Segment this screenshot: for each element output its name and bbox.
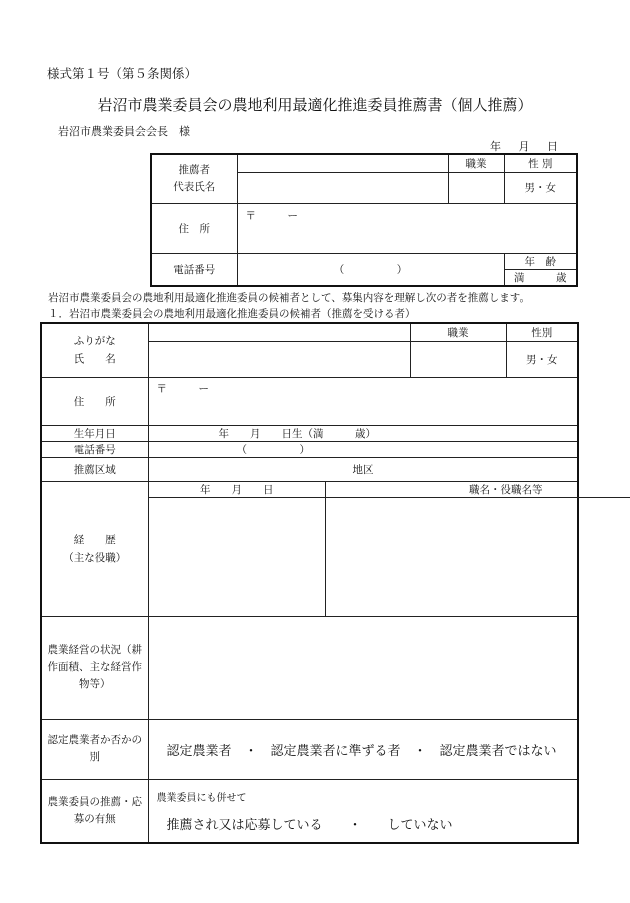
- recommender-furigana-field[interactable]: [237, 154, 448, 172]
- certified-farmer-options[interactable]: 認定農業者 ・ 認定農業者に準ずる者 ・ 認定農業者ではない: [148, 719, 578, 779]
- candidate-name-label: 氏 名: [73, 353, 116, 366]
- form-number: 様式第１号（第５条関係）: [47, 66, 198, 81]
- candidate-phone-field[interactable]: （ ）: [148, 441, 578, 457]
- candidate-birth-field[interactable]: 年 月 日生（満 歳）: [148, 425, 578, 441]
- candidate-address-label: 住 所: [41, 377, 148, 425]
- farm-status-field[interactable]: [148, 616, 578, 719]
- date-line: 年 月 日: [490, 140, 558, 153]
- addressee: 岩沼市農業委員会会長 様: [58, 125, 190, 138]
- candidate-gender-label: 性別: [506, 323, 578, 341]
- career-date-field[interactable]: [149, 498, 326, 617]
- recommender-age-field[interactable]: 満 歳: [504, 269, 577, 286]
- career-position-header: 職名・役職名等: [326, 482, 630, 498]
- recommender-phone-label: 電話番号: [151, 253, 237, 286]
- candidate-district-label: 推薦区域: [41, 457, 148, 481]
- committee-options[interactable]: 推薦され又は応募している ・ していない: [166, 817, 453, 833]
- committee-label: 農業委員の推薦・応募の有無: [41, 779, 148, 843]
- page-title: 岩沼市農業委員会の農地利用最適化推進委員推薦書（個人推薦）: [97, 96, 533, 114]
- certified-farmer-label: 認定農業者か否かの別: [41, 719, 148, 779]
- candidate-phone-label: 電話番号: [41, 441, 148, 457]
- recommender-address-label: 住 所: [151, 203, 237, 253]
- candidate-career-sub: （主な役職）: [63, 551, 127, 564]
- career-grid: [148, 481, 578, 616]
- candidate-address-field[interactable]: 〒 ー: [148, 377, 578, 425]
- recommender-occupation-field[interactable]: [448, 172, 504, 203]
- farm-status-label: 農業経営の状況（耕作面積、主な経営作物等）: [41, 616, 148, 719]
- candidate-district-field[interactable]: 地区: [148, 457, 578, 481]
- career-date-header: 年 月 日: [149, 482, 326, 498]
- recommender-age-label: 年 齢: [504, 253, 577, 269]
- recommender-gender-options[interactable]: 男・女: [504, 172, 577, 203]
- recommender-occupation-label: 職業: [448, 154, 504, 172]
- candidate-name-label-cell: [41, 323, 148, 377]
- candidate-occupation-label: 職業: [410, 323, 506, 341]
- candidate-career-label: 経 歴: [73, 533, 116, 546]
- candidate-occupation-field[interactable]: [410, 341, 506, 377]
- intro-text: 岩沼市農業委員会の農地利用最適化推進委員の候補者として、募集内容を理解し次の者を推薦します。: [48, 292, 530, 304]
- candidate-career-label-cell: [41, 481, 148, 616]
- committee-note: 農業委員にも併せて: [156, 792, 247, 804]
- recommender-table: [150, 153, 578, 287]
- candidate-furigana-label: ふりがな: [73, 335, 116, 348]
- section1-title: １．岩沼市農業委員会の農地利用最適化推進委員の候補者（推薦を受ける者）: [48, 308, 416, 320]
- candidate-name-field[interactable]: [148, 341, 410, 377]
- candidate-table: [40, 322, 579, 844]
- candidate-birth-label: 生年月日: [41, 425, 148, 441]
- committee-cell: [148, 779, 578, 843]
- recommender-gender-label: 性 別: [504, 154, 577, 172]
- recommender-address-field[interactable]: 〒 ー: [237, 203, 577, 253]
- candidate-gender-options[interactable]: 男・女: [506, 341, 578, 377]
- recommender-phone-field[interactable]: （ ）: [237, 253, 504, 286]
- recommender-name-field[interactable]: [237, 172, 448, 203]
- recommender-name-label: 推薦者 代表氏名: [151, 154, 237, 203]
- candidate-furigana-field[interactable]: [148, 323, 410, 341]
- career-position-field[interactable]: [326, 498, 630, 617]
